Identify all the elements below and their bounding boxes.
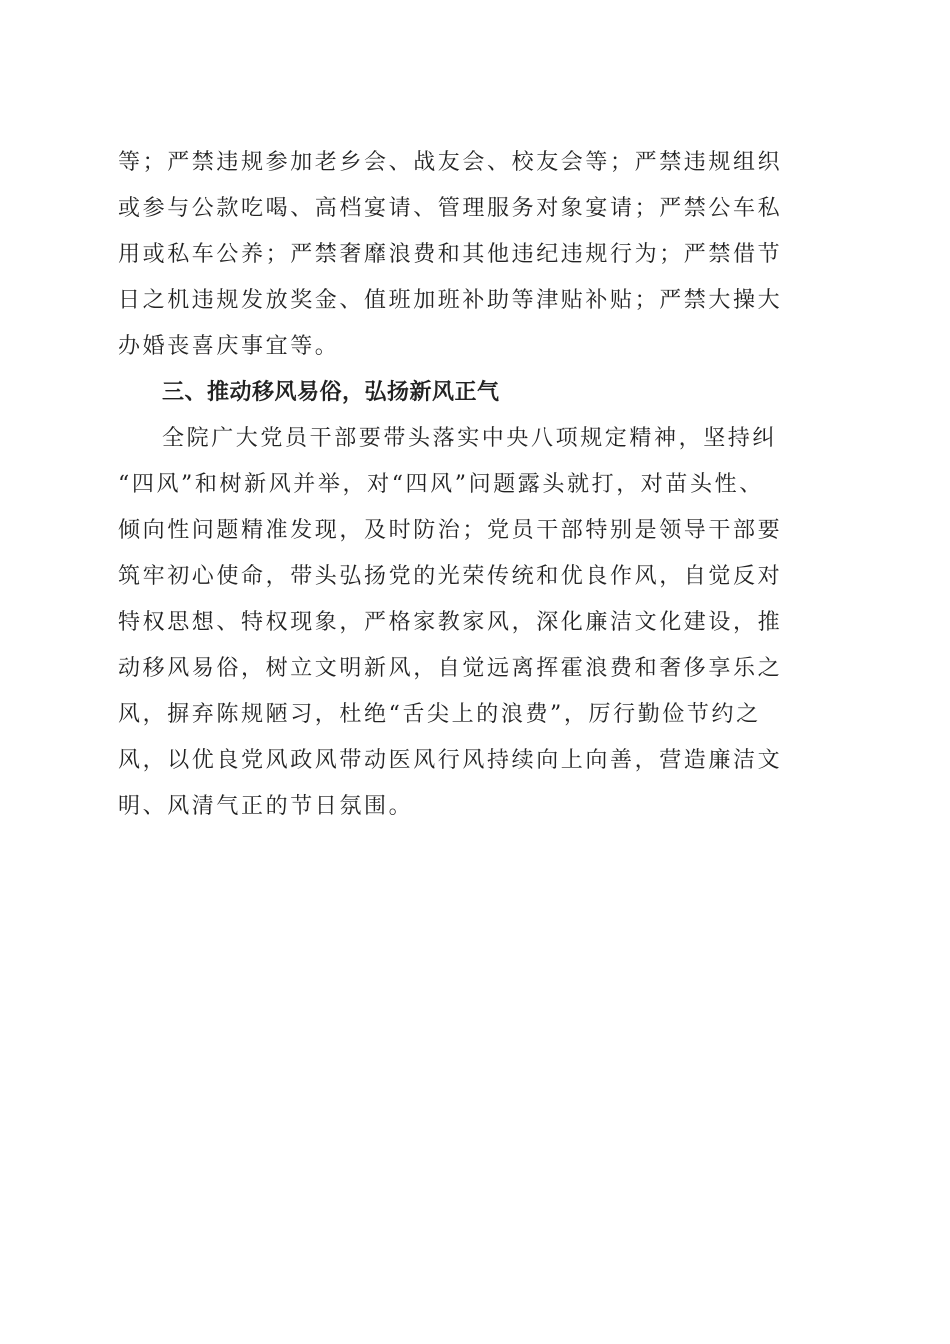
text-line: 或参与公款吃喝、高档宴请、管理服务对象宴请；严禁公车私: [118, 196, 783, 221]
text-line: 动移风易俗，树立文明新风，自觉远离挥霍浪费和奢侈享乐之: [118, 656, 783, 681]
text-line: 特权思想、特权现象，严格家教家风，深化廉洁文化建设，推: [118, 610, 783, 635]
text-line: 风，以优良党风政风带动医风行风持续向上向善，营造廉洁文: [118, 748, 783, 773]
text-line: 全院广大党员干部要带头落实中央八项规定精神，坚持纠: [162, 426, 778, 451]
text-line: 风，摒弃陈规陋习，杜绝“舌尖上的浪费”，厉行勤俭节约之: [118, 702, 761, 727]
document-body: [118, 140, 832, 830]
paragraph-new-customs: [118, 416, 832, 830]
text-line: 用或私车公养；严禁奢靡浪费和其他违纪违规行为；严禁借节: [118, 242, 783, 267]
text-line: 倾向性问题精准发现，及时防治；党员干部特别是领导干部要: [118, 518, 783, 543]
text-line: “四风”和树新风并举，对“四风”问题露头就打，对苗头性、: [118, 472, 764, 497]
text-line: 明、风清气正的节日氛围。: [118, 794, 414, 819]
section-heading: 三、推动移风易俗，弘扬新风正气: [162, 380, 500, 405]
text-line: 日之机违规发放奖金、值班加班补助等津贴补贴；严禁大操大: [118, 288, 783, 313]
text-line: 等；严禁违规参加老乡会、战友会、校友会等；严禁违规组织: [118, 150, 783, 175]
text-line: 办婚丧喜庆事宜等。: [118, 334, 340, 359]
paragraph-prohibitions: [118, 140, 832, 370]
text-line: 筑牢初心使命，带头弘扬党的光荣传统和优良作风，自觉反对: [118, 564, 783, 589]
